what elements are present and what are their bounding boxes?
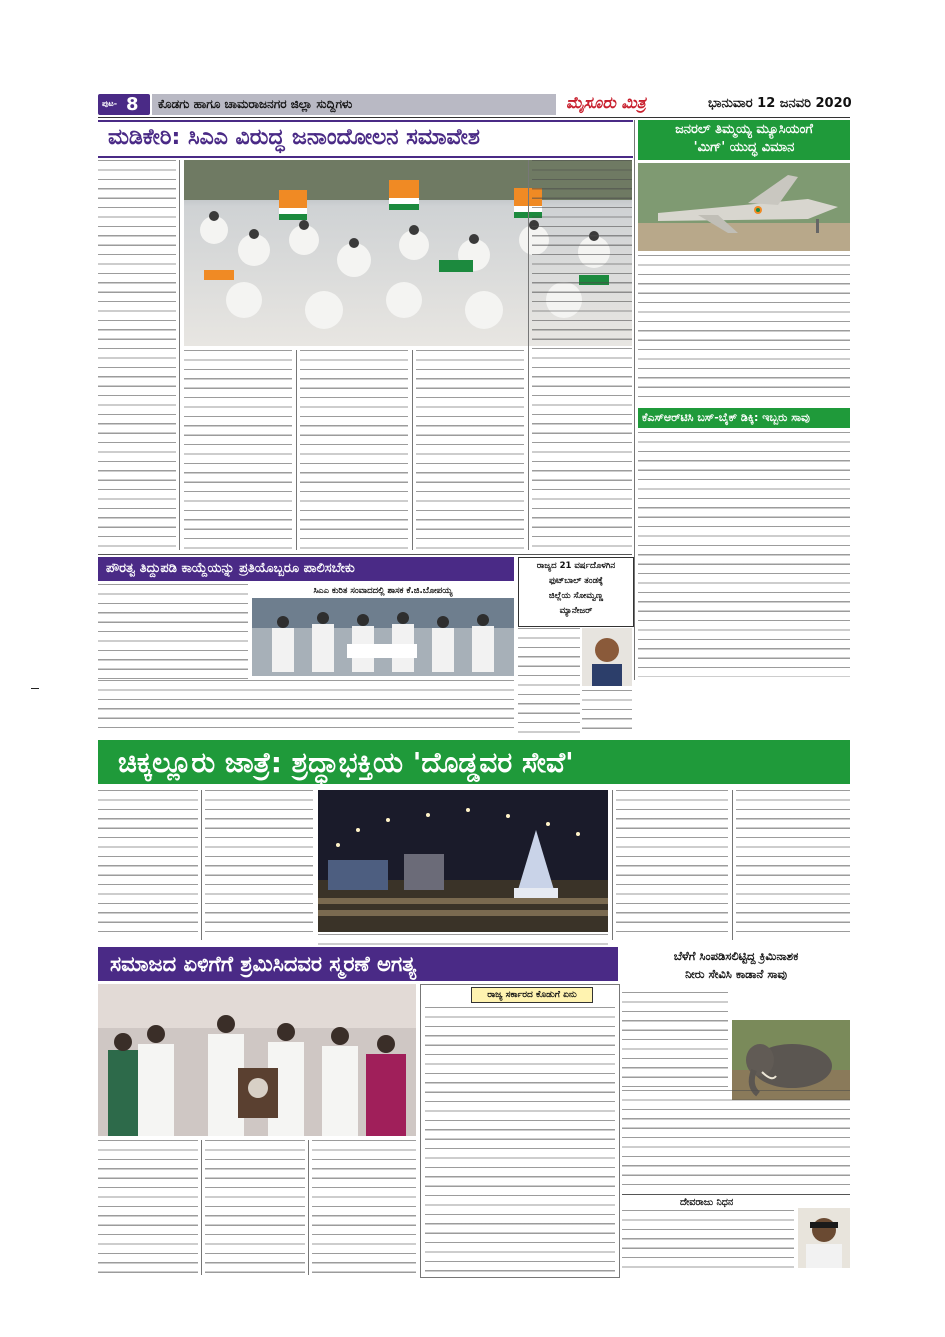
- football-headline-line3: ಜಿಲ್ಲೆಯ ಸೋಮ್ವಣ್ಣ: [548, 591, 604, 601]
- chikkalluru-banner: [98, 740, 850, 784]
- masthead: [98, 93, 850, 116]
- samaja-headline-box: [98, 947, 618, 981]
- meeting-image: [252, 598, 514, 676]
- obituary-portrait-photo: [798, 1208, 850, 1268]
- paper-name: ಮೈಸೂರು ಮಿತ್ರ: [566, 93, 646, 112]
- col-divider: [308, 1140, 309, 1275]
- col-divider: [296, 350, 297, 550]
- elephant-headline-line1: ಬೆಳೆಗೆ ಸಿಂಪಡಿಸಲಿಟ್ಟಿದ್ದ ಕ್ರಿಮಿನಾಶಕ: [673, 949, 799, 963]
- chikkalluru-body-col1: [98, 790, 198, 940]
- col-divider: [612, 790, 613, 940]
- elephant-headline-line2: ನೀರು ಸೇವಿಸಿ ಕಾಡಾನೆ ಸಾವು: [685, 967, 787, 981]
- page-number-badge: [98, 94, 150, 115]
- col-divider: [412, 350, 413, 550]
- masthead-rule: [98, 117, 850, 118]
- state-govt-box-body: [425, 1007, 615, 1273]
- madikeri-body-col4: [416, 350, 524, 550]
- ksrtc-body: [638, 432, 850, 677]
- samaja-body-col1: [98, 1140, 198, 1275]
- col-divider: [634, 120, 635, 680]
- section-rule: [622, 1194, 850, 1195]
- citizenship-headline-box: [98, 557, 514, 581]
- samaja-event-photo: [98, 984, 416, 1136]
- museum-body: [638, 255, 850, 405]
- col-divider: [201, 790, 202, 940]
- state-govt-box-headline: ರಾಜ್ಯ ಸರ್ಕಾರದ ಕೊಡುಗೆ ಏನು: [471, 987, 593, 1003]
- chikkalluru-body-under-photo: [318, 934, 608, 946]
- madikeri-body-col2: [184, 350, 292, 550]
- museum-headline-box: [638, 120, 850, 160]
- chikkalluru-headline: ಚಿಕ್ಕಲ್ಲೂರು ಜಾತ್ರೆ: ಶ್ರದ್ಧಾಭಕ್ತಿಯ 'ದೊಡ್ಡವರ ಸೇವೆ': [118, 746, 574, 779]
- dead-elephant-image: [732, 1020, 850, 1100]
- section-title: ಕೊಡಗು ಹಾಗೂ ಚಾಮರಾಜನಗರ ಜಿಲ್ಲಾ ಸುದ್ದಿಗಳು: [158, 97, 353, 111]
- football-headline-line2: ಫುಟ್‌ಬಾಲ್ ತಂಡಕ್ಕೆ: [549, 576, 603, 586]
- madikeri-body-col1: [98, 160, 176, 550]
- football-body-col1: [518, 628, 580, 734]
- felicitation-image: [98, 984, 416, 1136]
- samaja-body-col2: [205, 1140, 305, 1275]
- madikeri-headline-banner: [98, 120, 633, 158]
- museum-headline-line2: 'ಮಿಗ್' ಯುದ್ಧ ವಿಮಾನ: [693, 140, 795, 155]
- col-divider: [528, 160, 529, 550]
- samaja-body-col3: [312, 1140, 416, 1275]
- margin-mark: [31, 688, 39, 689]
- ksrtc-headline: ಕೆಎಸ್‌ಆರ್‌ಟಿಸಿ ಬಸ್-ಬೈಕ್ ಡಿಕ್ಕಿ: ಇಬ್ಬರು ಸಾವು: [642, 411, 810, 424]
- football-headline-line1: ರಾಜ್ಯದ 21 ವರ್ಷದೊಳಗಿನ: [536, 561, 616, 571]
- obituary-portrait-image: [798, 1208, 850, 1268]
- madikeri-body-col5: [532, 160, 632, 550]
- issue-date: ಭಾನುವಾರ 12 ಜನವರಿ 2020: [708, 96, 852, 111]
- manager-portrait-photo: [582, 628, 632, 686]
- museum-headline-line1: ಜನರಲ್ ತಿಮ್ಮಯ್ಯ ಮ್ಯೂಸಿಯಂಗೆ: [675, 122, 813, 137]
- obituary-body: [622, 1210, 794, 1274]
- ksrtc-headline-box: [638, 408, 850, 428]
- madikeri-body-col3: [300, 350, 408, 550]
- chikkalluru-body-col2: [205, 790, 313, 940]
- col-divider: [732, 790, 733, 940]
- chikkalluru-body-col3: [616, 790, 728, 940]
- citizenship-body-col1: [98, 584, 248, 680]
- chikkalluru-body-col4: [736, 790, 850, 940]
- page-label: ಪುಟ-: [102, 99, 118, 108]
- jatre-night-image: [318, 790, 608, 932]
- mig-aircraft-photo: [638, 163, 850, 251]
- madikeri-headline: ಮಡಿಕೇರಿ: ಸಿಎಎ ವಿರುದ್ಧ ಜನಾಂದೋಲನ ಸಮಾವೇಶ: [108, 125, 480, 150]
- football-headline-line4: ಮ್ಯಾನೇಜರ್: [559, 606, 593, 616]
- caa-meeting-photo: [252, 584, 514, 676]
- page-number: 8: [126, 94, 139, 115]
- football-body-col2: [582, 690, 632, 734]
- section-rule: [98, 554, 632, 555]
- elephant-body-col1b: [622, 1090, 850, 1190]
- jatre-photo: [318, 790, 608, 932]
- citizenship-headline: ಪೌರತ್ವ ತಿದ್ದುಪಡಿ ಕಾಯ್ದೆಯನ್ನು ಪ್ರತಿಯೊಬ್ಬರೂ ಪಾಲಿಸಬೇಕು: [106, 561, 355, 576]
- col-divider: [201, 1140, 202, 1275]
- obituary-headline: ದೇವರಾಜು ನಿಧನ: [680, 1197, 734, 1208]
- mig-aircraft-image: [638, 163, 850, 251]
- elephant-headline-box: [622, 947, 850, 987]
- citizenship-photo-caption: ಸಿಎಎ ಕುರಿತ ಸಂವಾದದಲ್ಲಿ ಶಾಸಕ ಕೆ.ಜಿ.ಬೋಪಯ್ಯ: [252, 584, 514, 598]
- football-headline-box: [518, 557, 634, 627]
- portrait-image: [582, 628, 632, 686]
- section-title-band: [152, 94, 556, 115]
- elephant-body-col1: [622, 992, 728, 1088]
- samaja-headline: ಸಮಾಜದ ಏಳಿಗೆಗೆ ಶ್ರಮಿಸಿದವರ ಸ್ಮರಣೆ ಅಗತ್ಯ: [110, 952, 417, 976]
- col-divider: [179, 160, 180, 550]
- citizenship-body-row2: [98, 680, 514, 734]
- elephant-photo: [732, 1020, 850, 1100]
- state-govt-box: [420, 984, 620, 1278]
